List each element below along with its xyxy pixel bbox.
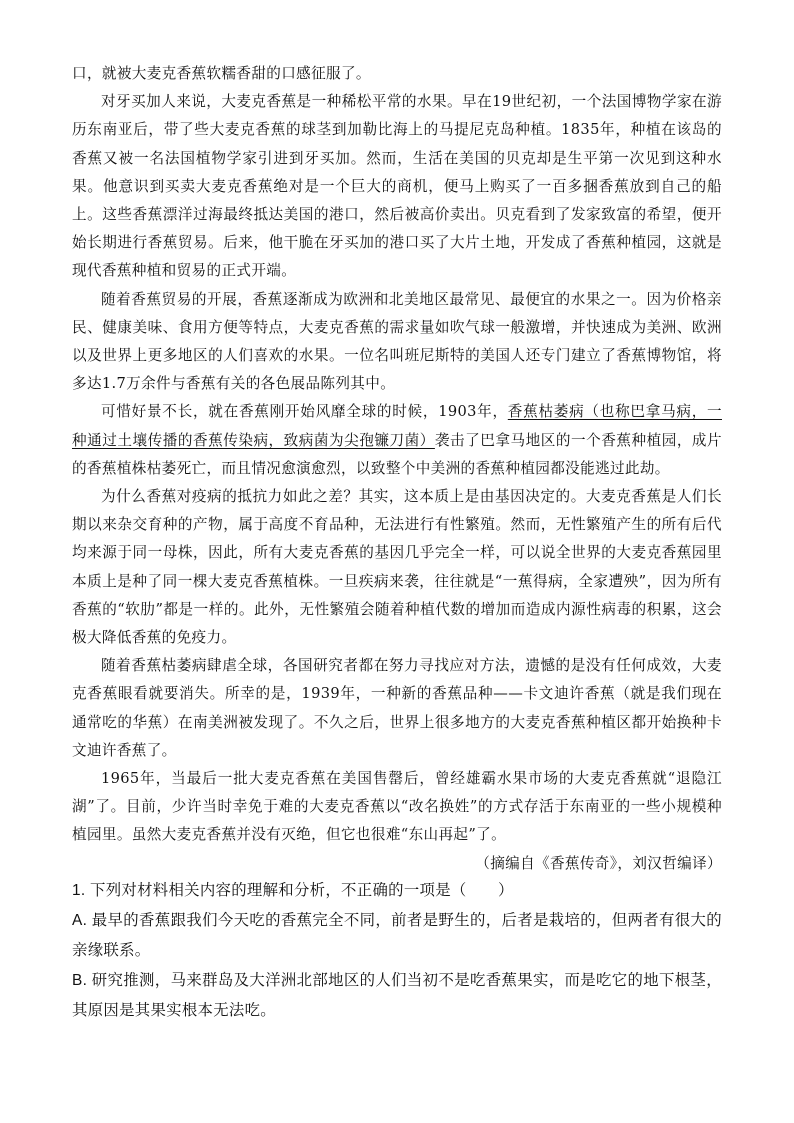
paragraph-trade: 随着香蕉贸易的开展，香蕉逐渐成为欧洲和北美地区最常见、最便宜的水果之一。因为价格亲民、健康美味、食用方便等特点，大麦克香蕉的需求量如吹气球一般激增，并快速成为美洲、欧洲以及世界上更多地区的人们喜欢的水果。一位名叫班尼斯特的美国人还专门建立了香蕉博物馆，将多达1.7万余件与香蕉有关的各色展品陈列其中。 [72, 290, 722, 393]
paragraph-cavendish: 随着香蕉枯萎病肆虐全球，各国研究者都在努力寻找应对方法，遗憾的是没有任何成效，大麦克香蕉眼看就要消失。所幸的是，1939年，一种新的香蕉品种——卡文迪许香蕉（就是我们现在通常吃的华蕉）在南美洲被发现了。不久之后，世界上很多地方的大麦克香蕉种植区都开始换种卡文迪许香蕉了。 [72, 657, 722, 759]
question-stem: 1. 下列对材料相关内容的理解和分析，不正确的一项是（ ） [72, 882, 514, 899]
source-citation: （摘编自《香蕉传奇》，刘汉哲编译） [475, 854, 722, 872]
option-a[interactable]: A. 最早的香蕉跟我们今天吃的香蕉完全不同，前者是野生的，后者是栽培的，但两者有很大的亲缘联系。 [72, 912, 722, 959]
disease-text-before: 可惜好景不长，就在香蕉刚开始风靡全球的时候，1903年， [101, 403, 508, 421]
paragraph-continuation: 口，就被大麦克香蕉软糯香甜的口感征服了。 [72, 65, 371, 82]
paragraph-1965: 1965年，当最后一批大麦克香蕉在美国售罄后，曾经雄霸水果市场的大麦克香蕉就“退隐江湖”了。目前，少许当时幸免于难的大麦克香蕉以“改名换姓”的方式存活于东南亚的一些小规模种植园里。虽然大麦克香蕉并没有灭绝，但它也很难“东山再起”了。 [72, 770, 722, 844]
underlined-disease-definition: 香蕉枯萎病（也称巴拿马病，一种通过土壤传播的香蕉传染病，致病菌为尖孢镰刀菌） [72, 403, 722, 449]
paragraph-disease [72, 398, 722, 483]
paragraph-genetics: 为什么香蕉对疫病的抵抗力如此之差？其实，这本质上是由基因决定的。大麦克香蕉是人们长期以来杂交育种的产物，属于高度不育品种，无法进行有性繁殖。然而，无性繁殖产生的所有后代均来源于同一母株，因此，所有大麦克香蕉的基因几乎完全一样，可以说全世界的大麦克香蕉园里本质上是种了同一棵大麦克香蕉植株。一旦疾病来袭，往往就是“一蕉得病，全家遭殃”，因为所有香蕉的“软肋”都是一样的。此外，无性繁殖会随着种植代数的增加而造成内源性病毒的积累，这会极大降低香蕉的免疫力。 [72, 488, 722, 647]
article-body [72, 60, 722, 878]
paragraph-jamaica: 对牙买加人来说，大麦克香蕉是一种稀松平常的水果。早在19世纪初，一个法国博物学家在游历东南亚后，带了些大麦克香蕉的球茎到加勒比海上的马提尼克岛种植。1835年，种植在该岛的香蕉又被一名法国植物学家引进到牙买加。然而，生活在美国的贝克却是生平第一次见到这种水果。他意识到买卖大麦克香蕉绝对是一个巨大的商机，便马上购买了一百多捆香蕉放到自己的船上。这些香蕉漂洋过海最终抵达美国的港口，然后被高价卖出。贝克看到了发家致富的希望，便开始长期进行香蕉贸易。后来，他干脆在牙买加的港口买了大片土地，开发成了香蕉种植园，这就是现代香蕉种植和贸易的正式开端。 [72, 93, 722, 280]
option-b[interactable]: B. 研究推测，马来群岛及大洋洲北部地区的人们当初不是吃香蕉果实，而是吃它的地下根茎，其原因是其果实根本无法吃。 [72, 972, 722, 1019]
question-section [72, 876, 722, 1026]
disease-text-after: 袭击了巴拿马地区的一个香蕉种植园，成片的香蕉植株枯萎死亡，而且情况愈演愈烈，以致整个中美洲的香蕉种植园都没能逃过此劫。 [72, 431, 722, 477]
